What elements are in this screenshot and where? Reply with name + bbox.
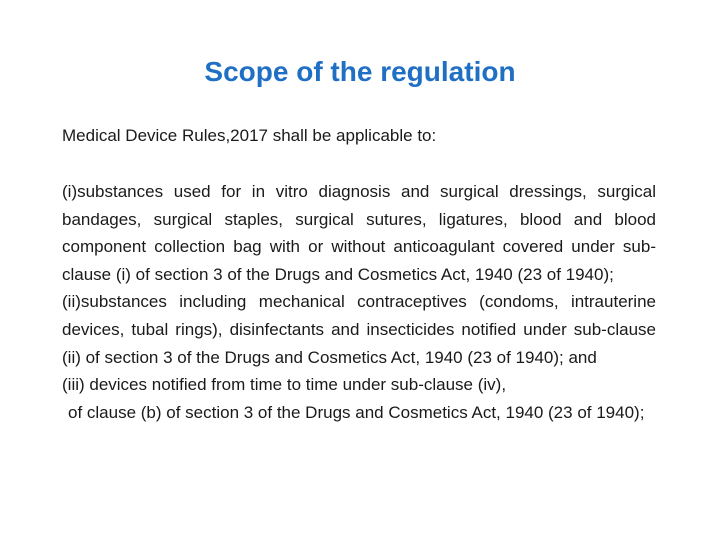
scope-item-ii: (ii)substances including mechanical contraceptives (condoms, intrauterine devices, tubal rings), disinfectants and insecticides notified under sub-clause (ii) of section 3 of the Drugs and Cosmetics Act, 1940 (23 of 1940); and bbox=[62, 292, 656, 367]
slide-title: Scope of the regulation bbox=[204, 56, 516, 87]
intro-text: Medical Device Rules,2017 shall be applicable to: bbox=[62, 126, 437, 145]
scope-item-iii-continuation: of clause (b) of section 3 of the Drugs and Cosmetics Act, 1940 (23 of 1940); bbox=[68, 402, 645, 422]
scope-item-iii: (iii) devices notified from time to time under sub-clause (iv), bbox=[62, 375, 507, 395]
scope-list bbox=[62, 178, 656, 426]
scope-item-i: (i)substances used for in vitro diagnosis and surgical dressings, surgical bandages, surgical staples, surgical sutures, ligatures, blood and blood component collection bag with or without anticoagulant covered under sub-clause (i) of section 3 of the Drugs and Cosmetics Act, 1940 (23 of 1940); bbox=[62, 182, 656, 284]
